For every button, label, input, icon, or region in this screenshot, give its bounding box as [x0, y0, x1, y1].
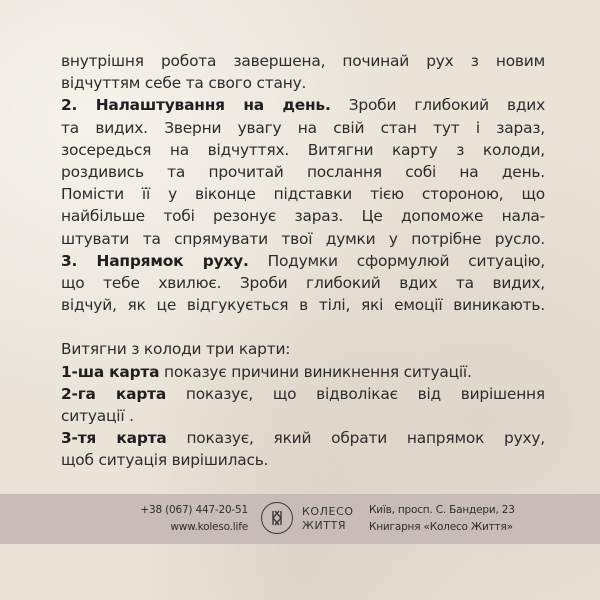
card-1-line: [61, 361, 545, 383]
logo-mark-icon: [261, 502, 293, 534]
brand-logo: [261, 500, 361, 538]
card-2-text: показує, що відволікає від вирішення: [185, 384, 545, 403]
card-1-label: 1-ша карта: [61, 362, 160, 381]
store-info: [369, 502, 529, 536]
store-name: Книгарня «Колесо Життя»: [369, 521, 513, 533]
paragraph-gap: [61, 316, 545, 338]
paragraph-intro-continuation: [61, 50, 545, 94]
text-line: штувати та спрямувати твої думки у потрібне русло.: [61, 229, 545, 248]
card-3-label: 3-тя карта: [61, 429, 167, 448]
text-line: зосередься на відчуттях. Витягни карту з колоди,: [61, 140, 545, 159]
text-line: відчуй, як це відгукується в тілі, які емоції виникають.: [61, 296, 545, 315]
card-3-text: показує, який обрати напрямок руху,: [186, 429, 545, 448]
card-2-line-2: ситуації .: [61, 407, 134, 426]
text-line: роздивись та прочитай послання собі на день.: [61, 163, 545, 182]
footer-band: [0, 494, 600, 544]
step-3-paragraph: [61, 250, 545, 317]
step-2-line-1: Зроби глибокий вдих: [348, 96, 545, 115]
card-2-label: 2-га карта: [61, 384, 167, 403]
card-3-line-2: щоб ситуація вирішилась.: [61, 451, 269, 470]
card-2-line: [61, 383, 545, 405]
text-line: Помісти її у віконце підставки тією стороною, що: [61, 185, 545, 204]
text-line: внутрішня робота завершена, починай рух з новим: [61, 52, 545, 70]
text-line: [61, 94, 545, 116]
phone-number: +38 (067) 447-20-51: [140, 504, 248, 516]
website-link: www.koleso.life: [170, 521, 248, 533]
text-line: відчуттям себе та свого стану.: [61, 74, 307, 93]
step-2-paragraph: [61, 94, 545, 249]
store-address: Київ, просп. С. Бандери, 23: [369, 504, 515, 516]
text-line: [61, 250, 545, 272]
contact-info: [120, 502, 248, 536]
text-line: та видих. Зверни увагу на свій стан тут і зараз,: [61, 118, 545, 137]
step-3-heading: 3. Напрямок руху.: [61, 251, 249, 270]
logo-line-2: ЖИТТЯ: [302, 518, 347, 532]
cards-intro: Витягни з колоди три карти:: [61, 340, 291, 359]
instruction-text: [61, 50, 545, 472]
card-1-text: показує причини виникнення ситуації.: [164, 362, 472, 381]
step-2-heading: 2. Налаштування на день.: [61, 96, 331, 115]
logo-line-1: КОЛЕСО: [302, 505, 354, 518]
cards-section: [61, 338, 545, 471]
step-3-line-1: Подумки сформулюй ситуацію,: [267, 251, 545, 270]
logo-wordmark: [302, 505, 354, 532]
text-line: що тебе хвилює. Зроби глибокий вдих та видих,: [61, 274, 545, 293]
text-line: найбільше тобі резонує зараз. Це допоможе нала-: [61, 207, 545, 226]
card-3-line: [61, 427, 545, 449]
